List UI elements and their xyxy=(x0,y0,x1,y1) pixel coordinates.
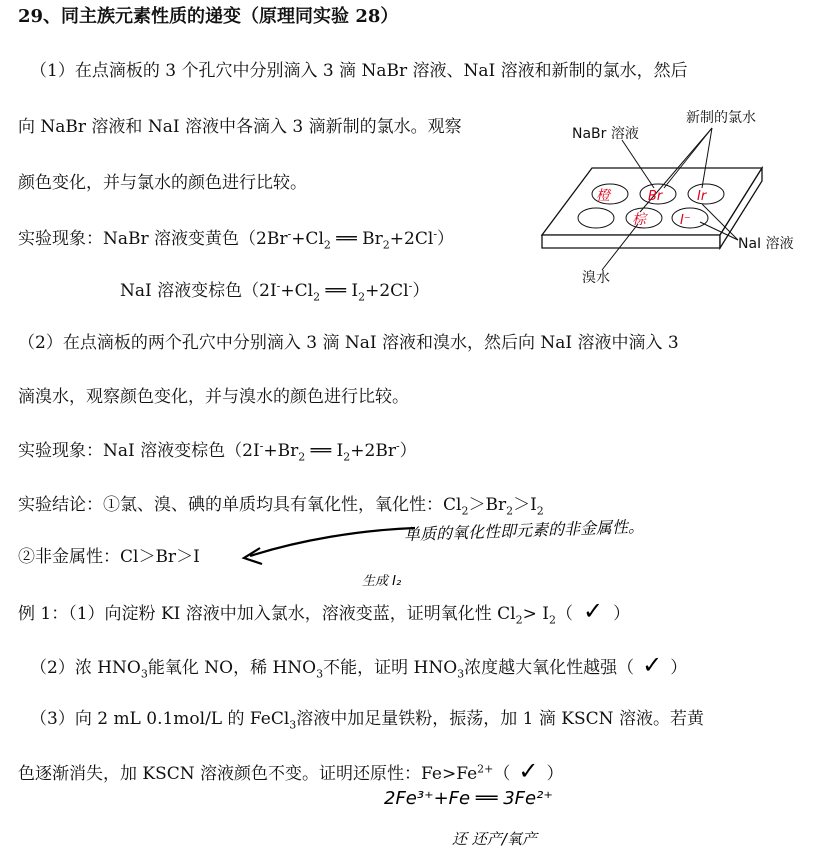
example-1 xyxy=(18,597,631,627)
obs2-text: NaI 溶液变棕色（2I xyxy=(120,281,277,301)
check-mark: ✓ xyxy=(582,597,604,625)
p1-observation-1 xyxy=(18,228,454,250)
sub-2: 2 xyxy=(323,238,331,252)
label-nabr: NaBr 溶液 xyxy=(572,126,639,142)
sub-3: 3 xyxy=(316,667,324,681)
conclusion-line1 xyxy=(18,494,544,516)
sup-minus: - xyxy=(276,279,281,293)
p2-obs-text: 实验现象：NaI 溶液变棕色（2I xyxy=(18,441,260,461)
example-3-paren: （ xyxy=(493,764,511,784)
sub-2: 2 xyxy=(382,238,390,252)
sub-2: 2 xyxy=(343,450,351,464)
sub-2: 2 xyxy=(506,504,514,518)
sub-2: 2 xyxy=(536,504,544,518)
sub-2: 2 xyxy=(548,613,556,627)
p2-obs-end: +2Br xyxy=(350,441,396,461)
p1-observation-2 xyxy=(120,280,429,302)
example-3-line1 xyxy=(30,708,704,730)
hand-note: 棕 xyxy=(632,212,646,228)
example-3-b: 溶液中加足量铁粉，振荡，加 1 滴 KSCN 溶液。若黄 xyxy=(296,709,704,729)
sub-3: 3 xyxy=(457,667,465,681)
conclusion-i: ＞I xyxy=(513,495,537,515)
p1-line1: （1）在点滴板的 3 个孔穴中分别滴入 3 滴 NaBr 溶液、NaI 溶液和新制的氯水，然后 xyxy=(30,61,688,81)
hand-arrow xyxy=(230,520,420,570)
well xyxy=(578,208,614,228)
sub-2: 2 xyxy=(461,504,469,518)
plate-front xyxy=(542,235,720,248)
sup-minus: - xyxy=(408,279,413,293)
label-bromine: 溴水 xyxy=(582,270,610,286)
sup-minus: - xyxy=(433,227,438,241)
spot-plate-figure xyxy=(530,100,810,290)
hand-note-i2: 生成 I₂ xyxy=(362,574,402,589)
conclusion-line2: ②非金属性：Cl＞Br＞I xyxy=(18,547,200,567)
hand-note: Ir xyxy=(697,189,707,204)
example-3-a: （3）向 2 mL 0.1mol/L 的 FeCl xyxy=(30,709,290,729)
obs2-close: ） xyxy=(412,281,430,301)
example-2-c: 不能，证明 HNO xyxy=(323,658,458,678)
p1-line3: 颜色变化，并与氯水的颜色进行比较。 xyxy=(18,173,307,193)
p2-observation xyxy=(18,440,417,462)
sup-minus: - xyxy=(259,439,264,453)
obs2-eq: ══ I xyxy=(320,281,359,301)
sub-3: 3 xyxy=(140,667,148,681)
hand-note: Br xyxy=(648,189,663,204)
p2-obs-eq: ══ I xyxy=(305,441,344,461)
hand-note: I⁻ xyxy=(680,213,691,228)
sub-2: 2 xyxy=(298,450,306,464)
p2-obs-tail: +Br xyxy=(263,441,299,461)
sub-2: 2 xyxy=(313,290,321,304)
obs2-end: +2Cl xyxy=(365,281,409,301)
example-2-d: 浓度越大氧化性越强（ xyxy=(464,658,635,678)
example-2-close: ） xyxy=(670,658,688,678)
sup-minus: - xyxy=(395,439,400,453)
example-2-a: （2）浓 HNO xyxy=(30,658,141,678)
check-mark: ✓ xyxy=(642,651,663,679)
p2-line2: 滴溴水，观察颜色变化，并与溴水的颜色进行比较。 xyxy=(18,387,409,407)
hand-equation: 2Fe³⁺+Fe ══ 3Fe²⁺ xyxy=(384,788,553,809)
hand-note-nonmetal: 单质的氧化性即元素的非金属性。 xyxy=(403,516,645,545)
obs1-eq: ══ Br xyxy=(330,229,383,249)
example-1-text: 例 1：（1）向淀粉 KI 溶液中加入氯水，溶液变蓝，证明氧化性 Cl xyxy=(18,604,516,624)
label-nai: NaI 溶液 xyxy=(738,236,794,252)
sub-3: 3 xyxy=(289,718,297,732)
example-1-tail: > I xyxy=(522,604,549,624)
obs1-close: ） xyxy=(437,229,455,249)
obs-label: 实验现象： xyxy=(18,229,103,249)
check-mark: ✓ xyxy=(518,757,539,785)
conclusion-br: ＞Br xyxy=(468,495,507,515)
example-2 xyxy=(30,651,688,681)
sup-2plus: 2+ xyxy=(477,762,494,776)
example-3-line2 xyxy=(18,757,564,785)
hand-labels: 还 还产/氧产 xyxy=(452,830,537,848)
conclusion-text: 实验结论：①氯、溴、碘的单质均具有氧化性，氧化性：Cl xyxy=(18,495,462,515)
obs1-text: NaBr 溶液变黄色（2Br xyxy=(103,229,288,249)
example-3-close: ） xyxy=(546,764,564,784)
p1-line2: 向 NaBr 溶液和 NaI 溶液中各滴入 3 滴新制的氯水。观察 xyxy=(18,117,462,137)
obs1-tail: +Cl xyxy=(291,229,324,249)
p2-obs-close: ） xyxy=(399,441,417,461)
obs1-end: +2Cl xyxy=(389,229,434,249)
sub-2: 2 xyxy=(515,613,523,627)
sup-minus: - xyxy=(287,227,292,241)
example-1-close: ） xyxy=(613,604,631,624)
section-title: 29、同主族元素性质的递变（原理同实验 28） xyxy=(18,6,399,27)
sub-2: 2 xyxy=(358,290,366,304)
example-1-paren: （ xyxy=(555,604,573,624)
obs2-tail: +Cl xyxy=(280,281,314,301)
example-3-line2-text: 色逐渐消失，加 KSCN 溶液颜色不变。证明还原性：Fe>Fe xyxy=(18,764,478,784)
label-chlorine: 新制的氯水 xyxy=(686,110,756,126)
example-2-b: 能氧化 NO，稀 HNO xyxy=(147,658,317,678)
p2-line1: （2）在点滴板的两个孔穴中分别滴入 3 滴 NaI 溶液和溴水，然后向 NaI 溶液中滴入 3 xyxy=(18,333,679,353)
hand-note: 橙 xyxy=(596,188,610,204)
